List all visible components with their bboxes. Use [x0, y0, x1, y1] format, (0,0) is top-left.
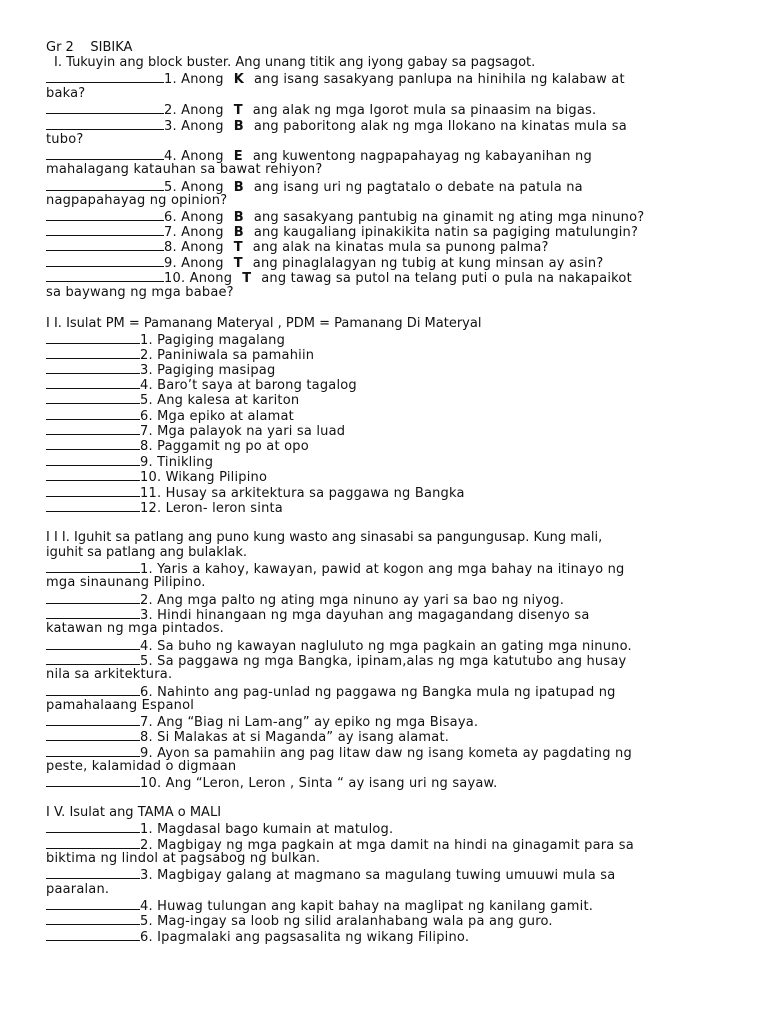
answer-blank[interactable] [46, 254, 164, 267]
section1-item-8: 8. Anong T ang alak na kinatas mula sa punong palma? [46, 238, 549, 255]
clue-letter: B [233, 210, 244, 225]
answer-blank[interactable] [46, 422, 140, 435]
answer-blank[interactable] [46, 437, 140, 450]
answer-blank[interactable] [46, 223, 164, 236]
section3-item: 7. Ang “Biag ni Lam-ang” ay epiko ng mga Bisaya. [46, 713, 478, 730]
answer-blank[interactable] [46, 101, 164, 114]
answer-blank[interactable] [46, 652, 140, 665]
section3-item: 3. Hindi hinangaan ng mga dayuhan ang magagandang disenyo sa [46, 606, 590, 623]
answer-blank[interactable] [46, 391, 140, 404]
clue-letter: T [233, 103, 243, 118]
answer-blank[interactable] [46, 178, 164, 191]
worksheet-header [46, 40, 132, 55]
section4-item: 5. Mag-ingay sa loob ng silid aralanhabang wala pa ang guro. [46, 912, 553, 929]
answer-blank[interactable] [46, 238, 164, 251]
answer-blank[interactable] [46, 637, 140, 650]
section2-item: 1. Pagiging magalang [46, 331, 285, 348]
clue-letter: K [233, 72, 244, 87]
answer-blank[interactable] [46, 606, 140, 619]
section2-item: 12. Leron- leron sinta [46, 499, 283, 516]
answer-blank[interactable] [46, 70, 164, 83]
answer-blank[interactable] [46, 453, 140, 466]
section2-item: 7. Mga palayok na yari sa luad [46, 422, 345, 439]
section2-item: 9. Tinikling [46, 453, 213, 470]
section1-item-3: 3. Anong B ang paboritong alak ng mga Ilokano na kinatas mula sa [46, 117, 627, 134]
section3-item: 4. Sa buho ng kawayan nagluluto ng mga pagkain an gating mga ninuno. [46, 637, 632, 654]
section1-item-1-cont: baka? [46, 86, 86, 101]
section4-instruction: I V. Isulat ang TAMA o MALI [46, 805, 222, 820]
section2-item: 10. Wikang Pilipino [46, 468, 267, 485]
answer-blank[interactable] [46, 713, 140, 726]
section2-item: 8. Paggamit ng po at opo [46, 437, 309, 454]
section3-item: 5. Sa paggawa ng mga Bangka, ipinam,alas ng mga katutubo ang husay [46, 652, 626, 669]
section4-item: 6. Ipagmalaki ang pagsasalita ng wikang Filipino. [46, 928, 469, 945]
section3-item-cont: mga sinaunang Pilipino. [46, 575, 206, 590]
answer-blank[interactable] [46, 499, 140, 512]
section4-item-cont: biktima ng lindol at pagsabog ng bulkan. [46, 851, 321, 866]
subject-label: SIBIKA [90, 40, 133, 55]
answer-blank[interactable] [46, 361, 140, 374]
answer-blank[interactable] [46, 208, 164, 221]
answer-blank[interactable] [46, 331, 140, 344]
section2-item: 4. Baro’t saya at barong tagalog [46, 376, 357, 393]
clue-letter: B [233, 180, 244, 195]
section4-item-cont: paaralan. [46, 882, 110, 897]
clue-letter: E [233, 149, 243, 164]
answer-blank[interactable] [46, 468, 140, 481]
clue-letter: T [233, 240, 243, 255]
section3-item: 8. Si Malakas at si Maganda” ay isang alamat. [46, 728, 449, 745]
section3-item: 1. Yaris a kahoy, kawayan, pawid at kogon ang mga bahay na itinayo ng [46, 560, 625, 577]
section1-item-1: 1. Anong K ang isang sasakyang panlupa na hinihila ng kalabaw at [46, 70, 625, 87]
answer-blank[interactable] [46, 683, 140, 696]
answer-blank[interactable] [46, 820, 140, 833]
answer-blank[interactable] [46, 376, 140, 389]
section3-instruction-cont: iguhit sa patlang ang bulaklak. [46, 545, 247, 560]
section3-item: 6. Nahinto ang pag-unlad ng paggawa ng Bangka mula ng ipatupad ng [46, 683, 616, 700]
section4-item: 2. Magbigay ng mga pagkain at mga damit na hindi na ginagamit para sa [46, 836, 634, 853]
answer-blank[interactable] [46, 744, 140, 757]
section4-item: 4. Huwag tulungan ang kapit bahay na maglipat ng kanilang gamit. [46, 897, 593, 914]
clue-letter: B [233, 119, 244, 134]
grade-label: Gr 2 [46, 40, 74, 55]
answer-blank[interactable] [46, 407, 140, 420]
section3-instruction: I I I. Iguhit sa patlang ang puno kung wasto ang sinasabi sa pangungusap. Kung mali, [46, 530, 603, 545]
answer-blank[interactable] [46, 269, 164, 282]
section1-item-6: 6. Anong B ang sasakyang pantubig na ginamit ng ating mga ninuno? [46, 208, 644, 225]
section2-item: 11. Husay sa arkitektura sa paggawa ng Bangka [46, 484, 465, 501]
answer-blank[interactable] [46, 912, 140, 925]
answer-blank[interactable] [46, 484, 140, 497]
answer-blank[interactable] [46, 928, 140, 941]
section3-item-cont: katawan ng mga pintados. [46, 621, 225, 636]
section1-item-4: 4. Anong E ang kuwentong nagpapahayag ng kabayanihan ng [46, 147, 592, 164]
answer-blank[interactable] [46, 591, 140, 604]
section1-instruction: I. Tukuyin ang block buster. Ang unang titik ang iyong gabay sa pagsagot. [54, 55, 536, 70]
answer-blank[interactable] [46, 836, 140, 849]
section3-item: 10. Ang “Leron, Leron , Sinta “ ay isang uri ng sayaw. [46, 774, 498, 791]
answer-blank[interactable] [46, 774, 140, 787]
section2-instruction: I I. Isulat PM = Pamanang Materyal , PDM = Pamanang Di Materyal [46, 316, 482, 331]
section3-item: 2. Ang mga palto ng ating mga ninuno ay yari sa bao ng niyog. [46, 591, 564, 608]
section3-item-cont: nila sa arkitektura. [46, 667, 173, 682]
section1-item-9: 9. Anong T ang pinaglalagyan ng tubig at kung minsan ay asin? [46, 254, 603, 271]
section1-item-10-cont: sa baywang ng mga babae? [46, 285, 234, 300]
answer-blank[interactable] [46, 897, 140, 910]
clue-letter: B [233, 225, 244, 240]
answer-blank[interactable] [46, 346, 140, 359]
section1-item-2: 2. Anong T ang alak ng mga Igorot mula sa pinaasim na bigas. [46, 101, 596, 118]
section2-item: 5. Ang kalesa at kariton [46, 391, 299, 408]
answer-blank[interactable] [46, 728, 140, 741]
section1-item-5: 5. Anong B ang isang uri ng pagtatalo o debate na patula na [46, 178, 583, 195]
section1-item-5-cont: nagpapahayag ng opinion? [46, 193, 228, 208]
answer-blank[interactable] [46, 147, 164, 160]
section3-item: 9. Ayon sa pamahiin ang pag litaw daw ng isang kometa ay pagdating ng [46, 744, 632, 761]
section4-item: 1. Magdasal bago kumain at matulog. [46, 820, 393, 837]
answer-blank[interactable] [46, 866, 140, 879]
section4-item: 3. Magbigay galang at magmano sa magulang tuwing umuuwi mula sa [46, 866, 615, 883]
section1-item-4-cont: mahalagang katauhan sa bawat rehiyon? [46, 162, 323, 177]
section3-item-cont: pamahalaang Espanol [46, 698, 195, 713]
section2-item: 2. Paniniwala sa pamahiin [46, 346, 314, 363]
section1-item-3-cont: tubo? [46, 132, 84, 147]
answer-blank[interactable] [46, 117, 164, 130]
clue-letter: T [242, 271, 252, 286]
section3-item-cont: peste, kalamidad o digmaan [46, 759, 237, 774]
clue-letter: T [233, 256, 243, 271]
section1-item-10: 10. Anong T ang tawag sa putol na telang puti o pula na nakapaikot [46, 269, 632, 286]
answer-blank[interactable] [46, 560, 140, 573]
section2-item: 6. Mga epiko at alamat [46, 407, 294, 424]
section2-item: 3. Pagiging masipag [46, 361, 275, 378]
section1-item-7: 7. Anong B ang kaugaliang ipinakikita natin sa pagiging matulungin? [46, 223, 638, 240]
